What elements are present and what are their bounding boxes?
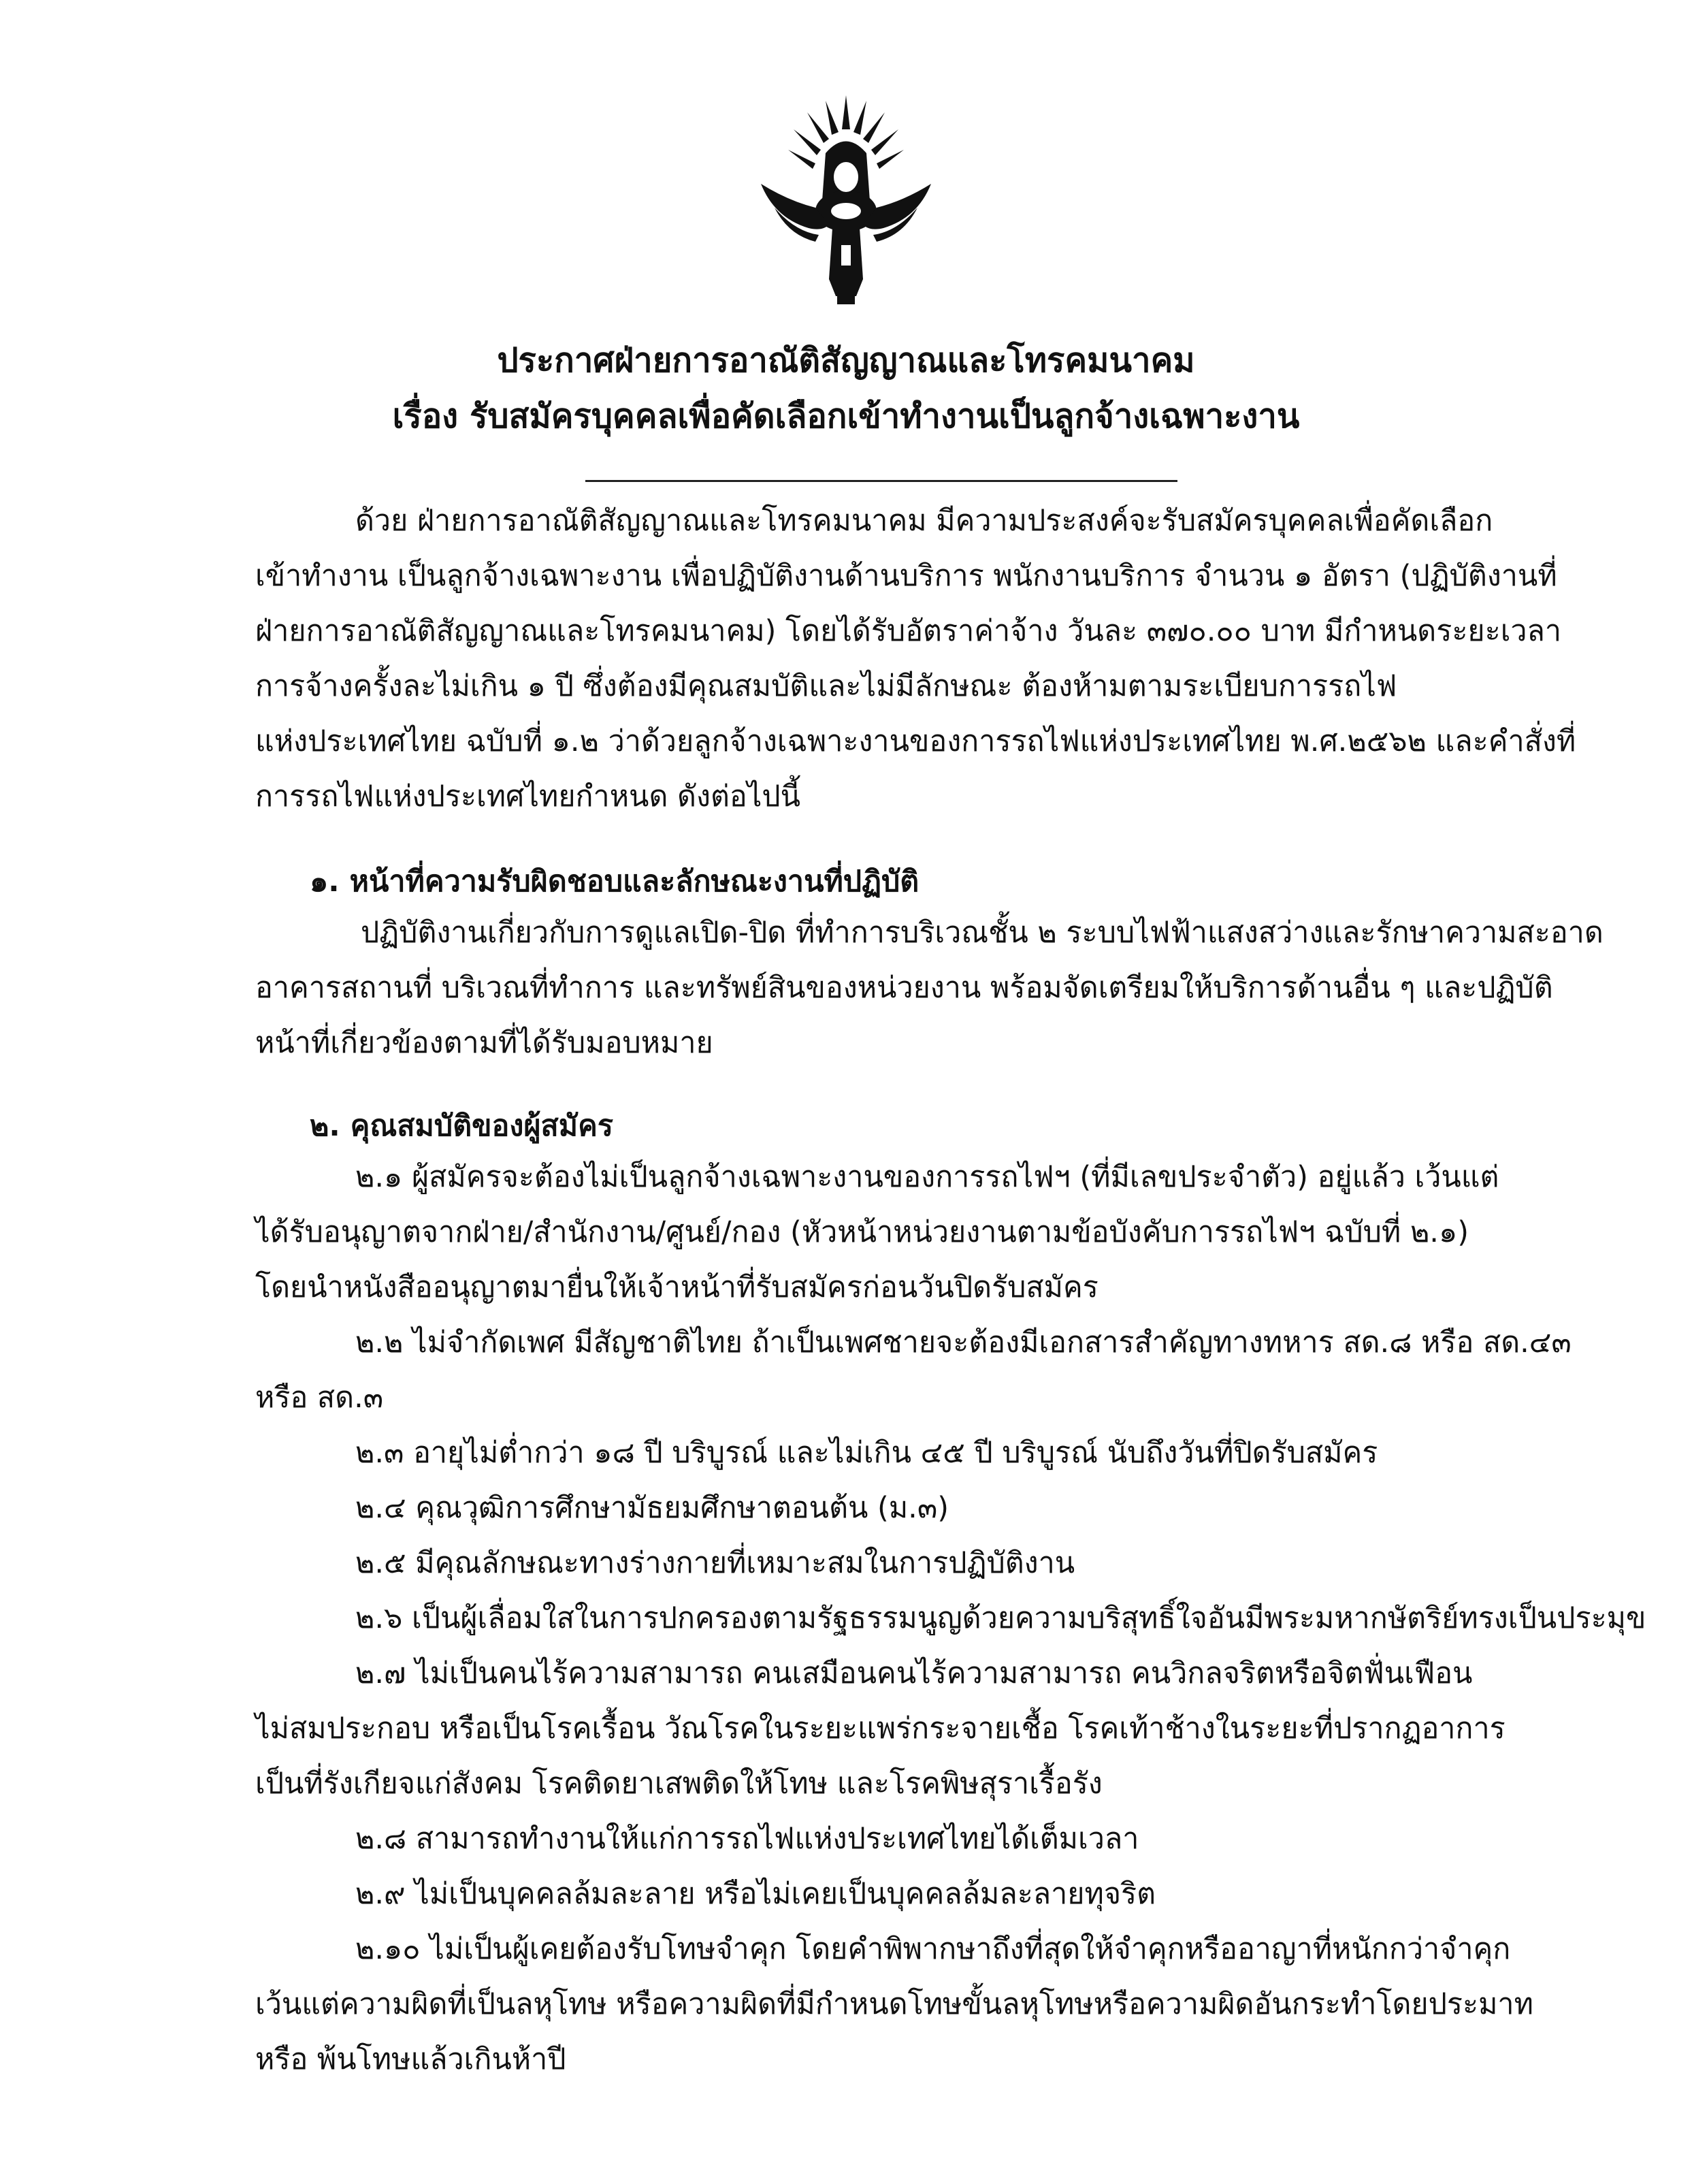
qualification-line: ๒.๔ คุณวุฒิการศึกษามัธยมศึกษาตอนต้น (ม.๓) bbox=[355, 1491, 949, 1525]
qualification-line: ๒.๖ เป็นผู้เลื่อมใสในการปกครองตามรัฐธรรมนูญด้วยความบริสุทธิ์ใจอันมีพระมหากษัตริย์ทรงเป็นประมุข bbox=[355, 1601, 1646, 1635]
qualification-line: เว้นแต่ความผิดที่เป็นลหุโทษ หรือความผิดที่มีกำหนดโทษขั้นลหุโทษหรือความผิดอันกระทำโดยประมาท bbox=[255, 1987, 1533, 2021]
qualification-line: ๒.๑ ผู้สมัครจะต้องไม่เป็นลูกจ้างเฉพาะงานของการรถไฟฯ (ที่มีเลขประจำตัว) อยู่แล้ว เว้นแต่ bbox=[355, 1160, 1499, 1194]
announcement-title: ประกาศฝ่ายการอาณัติสัญญาณและโทรคมนาคม bbox=[497, 341, 1195, 380]
qualification-line: ๒.๒ ไม่จำกัดเพศ มีสัญชาติไทย ถ้าเป็นเพศชายจะต้องมีเอกสารสำคัญทางทหาร สด.๘ หรือ สด.๔๓ bbox=[355, 1326, 1572, 1360]
qualification-line: ๒.๙ ไม่เป็นบุคคลล้มละลาย หรือไม่เคยเป็นบุคคลล้มละลายทุจริต bbox=[355, 1877, 1156, 1911]
qualification-line: ๒.๕ มีคุณลักษณะทางร่างกายที่เหมาะสมในการปฏิบัติงาน bbox=[355, 1546, 1075, 1580]
intro-line: ฝ่ายการอาณัติสัญญาณและโทรคมนาคม) โดยได้รับอัตราค่าจ้าง วันละ ๓๗๐.๐๐ บาท มีกำหนดระยะเวลา bbox=[255, 614, 1562, 648]
section-line: หน้าที่เกี่ยวข้องตามที่ได้รับมอบหมาย bbox=[255, 1026, 713, 1060]
section-heading: ๑. หน้าที่ความรับผิดชอบและลักษณะงานที่ปฏิบัติ bbox=[310, 865, 920, 899]
qualification-line: ๒.๑๐ ไม่เป็นผู้เคยต้องรับโทษจำคุก โดยคำพิพากษาถึงที่สุดให้จำคุกหรืออาญาที่หนักกว่าจำคุก bbox=[355, 1932, 1511, 1966]
qualification-line: ๒.๓ อายุไม่ต่ำกว่า ๑๘ ปี บริบูรณ์ และไม่เกิน ๔๕ ปี บริบูรณ์ นับถึงวันที่ปิดรับสมัคร bbox=[355, 1436, 1378, 1470]
intro-line: แห่งประเทศไทย ฉบับที่ ๑.๒ ว่าด้วยลูกจ้างเฉพาะงานของการรถไฟแห่งประเทศไทย พ.ศ.๒๕๖๒ และคำสั่งที่ bbox=[255, 724, 1576, 758]
section-heading: ๒. คุณสมบัติของผู้สมัคร bbox=[310, 1109, 613, 1143]
qualification-line: หรือ พ้นโทษแล้วเกินห้าปี bbox=[255, 2042, 566, 2076]
qualification-line: ไม่สมประกอบ หรือเป็นโรคเรื้อน วัณโรคในระยะแพร่กระจายเชื้อ โรคเท้าช้างในระยะที่ปรากฏอาการ bbox=[255, 1712, 1506, 1746]
qualification-line: โดยนำหนังสืออนุญาตมายื่นให้เจ้าหน้าที่รับสมัครก่อนวันปิดรับสมัคร bbox=[255, 1270, 1099, 1304]
state-railway-emblem-icon bbox=[761, 89, 931, 306]
title-divider bbox=[585, 480, 1177, 482]
qualification-line: ๒.๘ สามารถทำงานให้แก่การรถไฟแห่งประเทศไทยได้เต็มเวลา bbox=[355, 1822, 1139, 1856]
qualification-line: ได้รับอนุญาตจากฝ่าย/สำนักงาน/ศูนย์/กอง (หัวหน้าหน่วยงานตามข้อบังคับการรถไฟฯ ฉบับที่ ๒.๑) bbox=[255, 1215, 1469, 1249]
section-line: อาคารสถานที่ บริเวณที่ทำการ และทรัพย์สินของหน่วยงาน พร้อมจัดเตรียมให้บริการด้านอื่น ๆ และปฏิบัติ bbox=[255, 971, 1553, 1005]
intro-line: การจ้างครั้งละไม่เกิน ๑ ปี ซึ่งต้องมีคุณสมบัติและไม่มีลักษณะ ต้องห้ามตามระเบียบการรถไฟ bbox=[255, 669, 1397, 703]
section-line: ปฏิบัติงานเกี่ยวกับการดูแลเปิด-ปิด ที่ทำการบริเวณชั้น ๒ ระบบไฟฟ้าแสงสว่างและรักษาความสะอาด bbox=[361, 916, 1604, 950]
qualification-line: เป็นที่รังเกียจแก่สังคม โรคติดยาเสพติดให้โทษ และโรคพิษสุราเรื้อรัง bbox=[255, 1767, 1103, 1801]
intro-line: การรถไฟแห่งประเทศไทยกำหนด ดังต่อไปนี้ bbox=[255, 780, 801, 814]
qualification-line: หรือ สด.๓ bbox=[255, 1381, 384, 1415]
qualification-line: ๒.๗ ไม่เป็นคนไร้ความสามารถ คนเสมือนคนไร้ความสามารถ คนวิกลจริตหรือจิตฟั่นเฟือน bbox=[355, 1656, 1473, 1690]
intro-line: เข้าทำงาน เป็นลูกจ้างเฉพาะงาน เพื่อปฏิบัติงานด้านบริการ พนักงานบริการ จำนวน ๑ อัตรา (ปฏิบัติงานที่ bbox=[255, 559, 1557, 593]
announcement-subject: เรื่อง รับสมัครบุคคลเพื่อคัดเลือกเข้าทำงานเป็นลูกจ้างเฉพาะงาน bbox=[392, 397, 1300, 436]
intro-line: ด้วย ฝ่ายการอาณัติสัญญาณและโทรคมนาคม มีความประสงค์จะรับสมัครบุคคลเพื่อคัดเลือก bbox=[355, 504, 1493, 538]
